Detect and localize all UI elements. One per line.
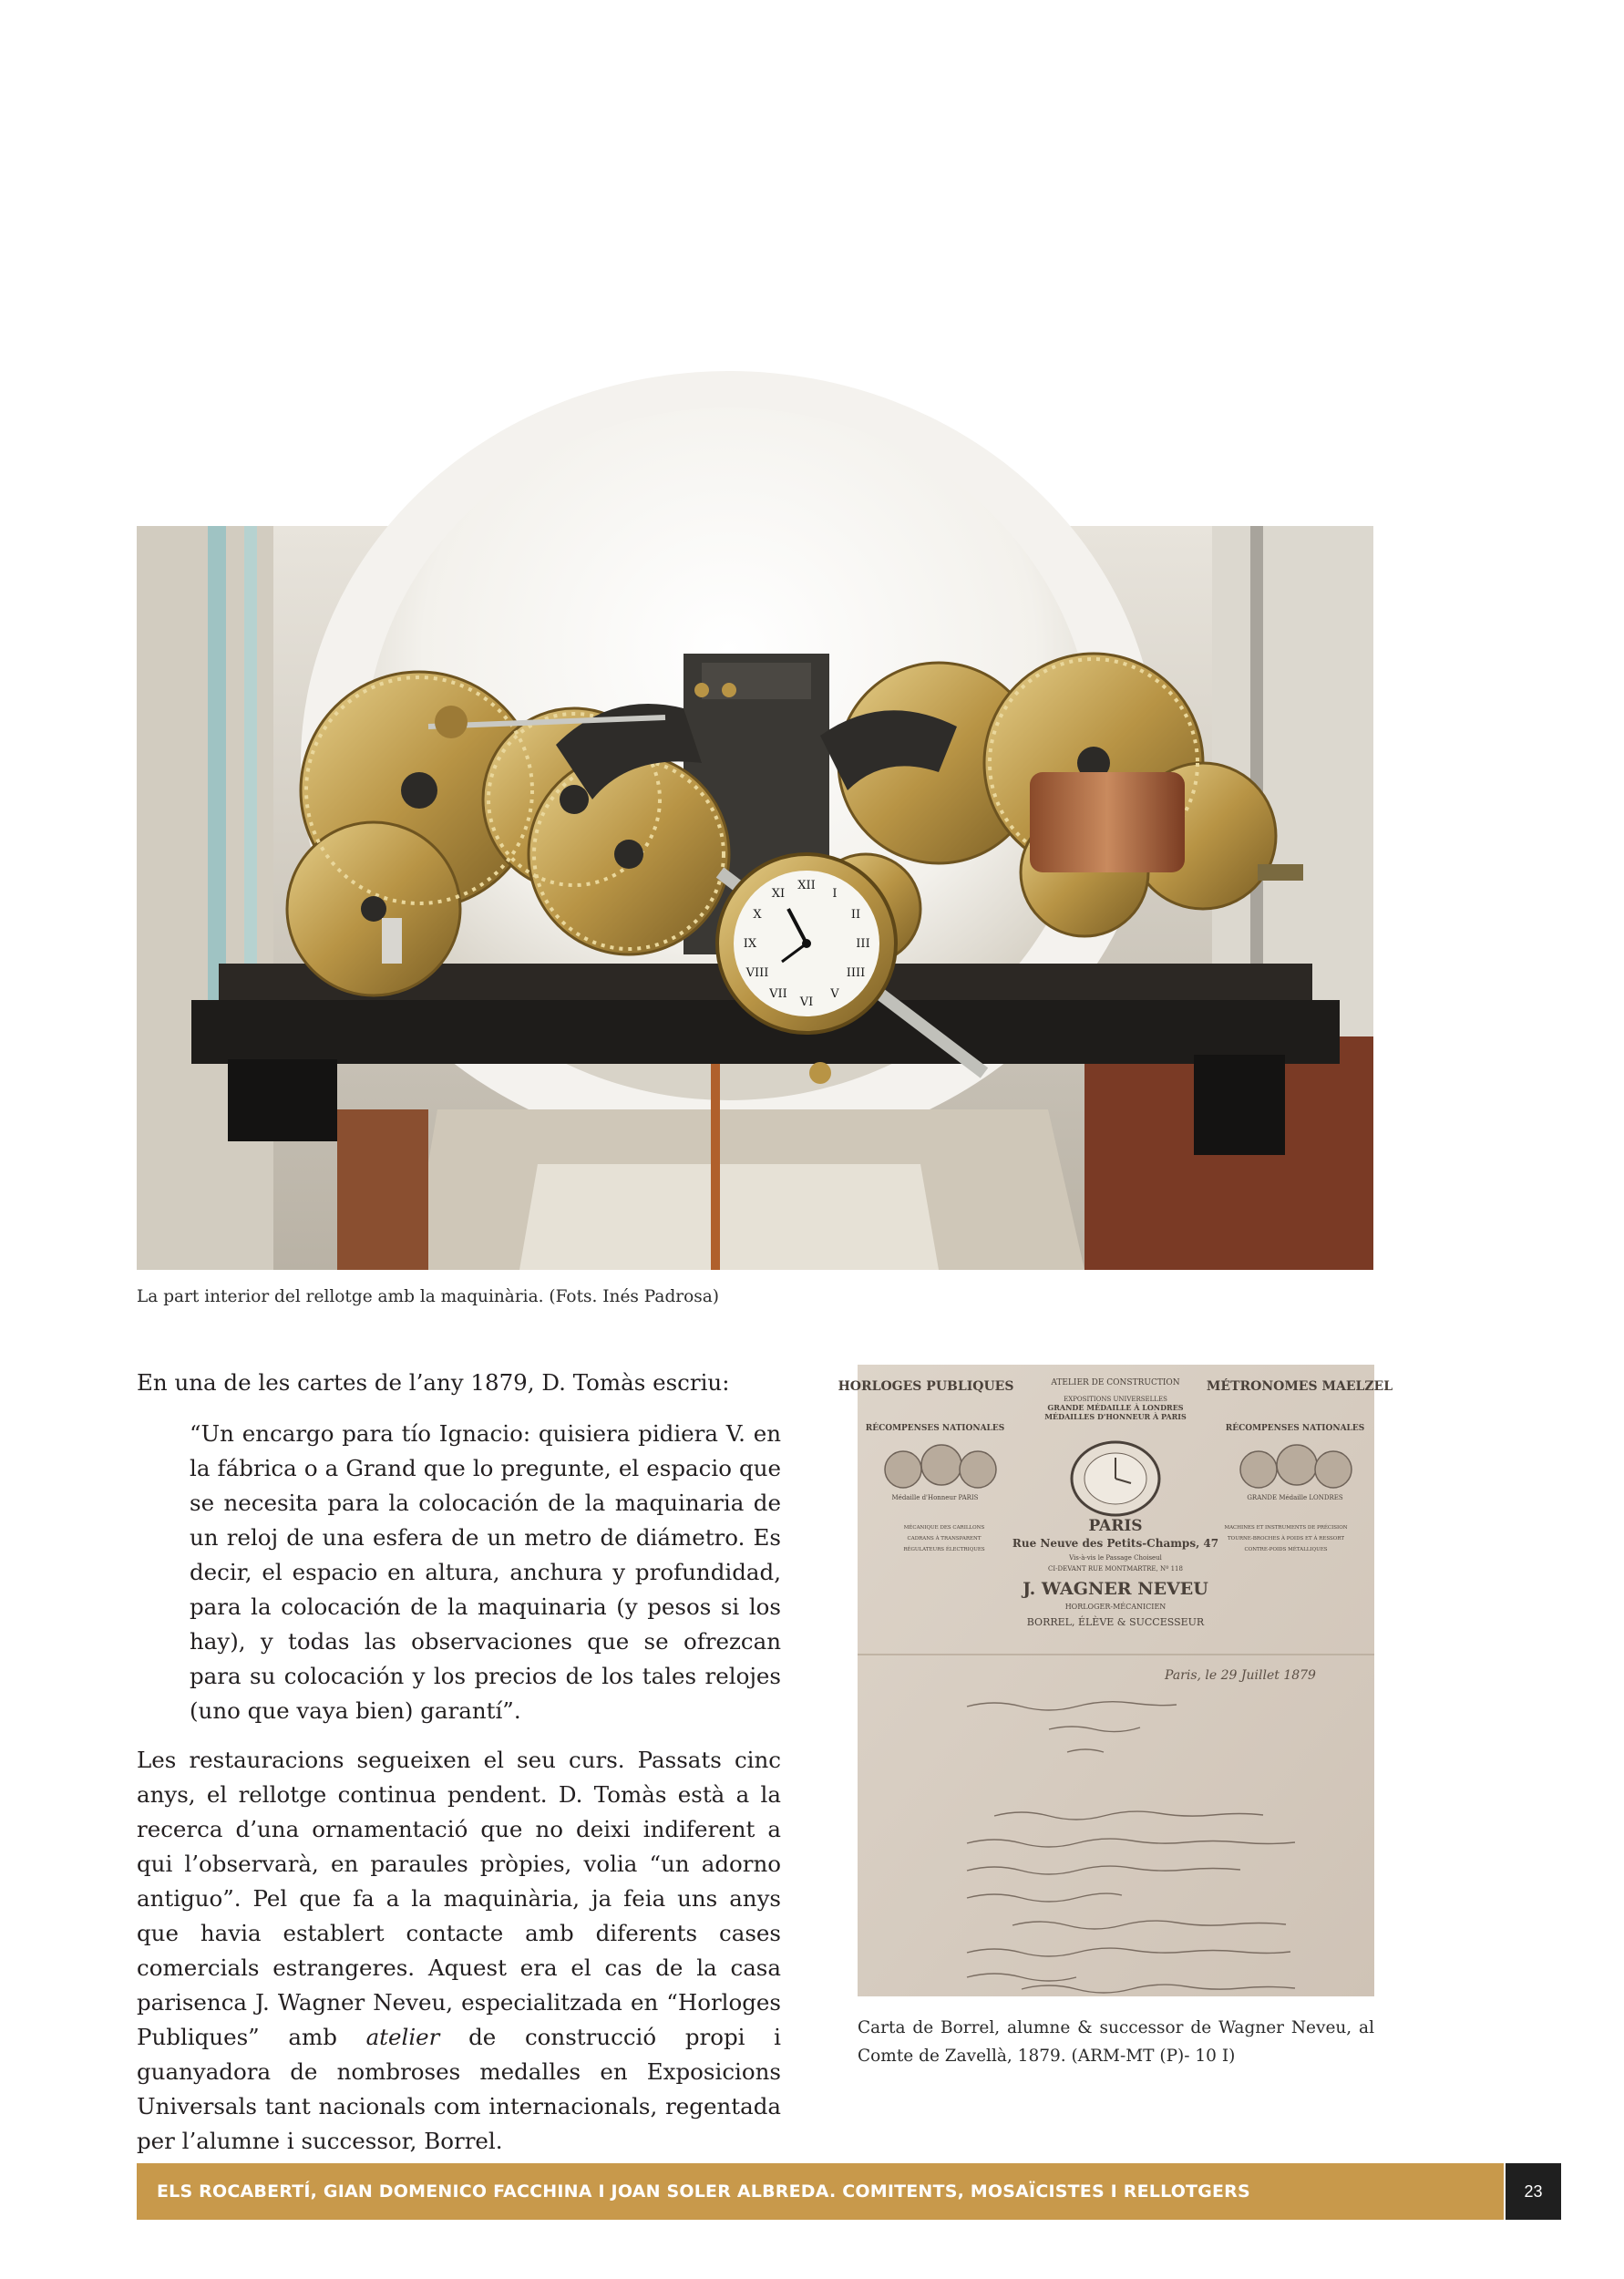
letter-awards-left: RÉCOMPENSES NATIONALES bbox=[865, 1424, 1005, 1433]
letter-maker-role: HORLOGER-MÉCANICIEN bbox=[1064, 1603, 1167, 1611]
letter-medal-left: Médaille d'Honneur PARIS bbox=[891, 1494, 979, 1501]
dial-numeral: IX bbox=[743, 937, 757, 951]
body-text-end: de construcció propi i guanyadora de nombroses medalles en Exposicions Universals tant nacionals com internacionals, regentada per l’alumne i successor, Borrel. bbox=[137, 2024, 781, 2154]
page-number: 23 bbox=[1506, 2163, 1561, 2220]
letter-right-col: CONTRE-POIDS MÉTALLIQUES bbox=[1244, 1547, 1328, 1552]
letter-header-center: ATELIER DE CONSTRUCTION bbox=[1051, 1378, 1180, 1387]
letter-address: Rue Neuve des Petits-Champs, 47 bbox=[1012, 1537, 1219, 1550]
dial-numeral: XI bbox=[771, 887, 786, 901]
body-text-italic: atelier bbox=[365, 2024, 440, 2050]
letter-header-left: HORLOGES PUBLIQUES bbox=[838, 1379, 1014, 1394]
letter-date-line: Paris, le 29 Juillet 1879 bbox=[1165, 1668, 1316, 1683]
running-title: ELS ROCABERTÍ, GIAN DOMENICO FACCHINA I JOAN SOLER ALBREDA. COMITENTS, MOSAÏCISTES I RELLOTGERS bbox=[157, 2181, 1250, 2202]
letter-right-col: TOURNE-BROCHES À POIDS ET À RESSORT bbox=[1228, 1536, 1344, 1542]
photo-caption: La part interior del rellotge amb la maquinària. (Fots. Inés Padrosa) bbox=[137, 1287, 720, 1306]
letter-expo-line1: EXPOSITIONS UNIVERSELLES bbox=[1064, 1396, 1167, 1403]
clock-mechanism-photo bbox=[137, 526, 1373, 1270]
dial-numeral: VIII bbox=[745, 966, 769, 980]
letter-expo-line2: GRANDE MÉDAILLE À LONDRES bbox=[1047, 1403, 1184, 1412]
letter-expo-line3: MÉDAILLES D'HONNEUR À PARIS bbox=[1044, 1412, 1187, 1421]
letter-address-note2: CI-DEVANT RUE MONTMARTRE, Nº 118 bbox=[1048, 1565, 1183, 1573]
dial-numeral: VI bbox=[799, 995, 814, 1009]
footer-bar bbox=[137, 2163, 1504, 2220]
dial-numeral: I bbox=[832, 887, 838, 901]
body-paragraph bbox=[137, 1743, 781, 2159]
quote-paragraph: “Un encargo para tío Ignacio: quisiera pidiera V. en la fábrica o a Grand que lo pregunte, el espacio que se necesita para la colocación de la maquinaria de un reloj de una esfera de un metro de diámetro. Es decir, el espacio en altura, anchura y profundidad, para la colocación de la maquinaria (y pesos si los hay), y todas las observaciones que se ofrezcan para su colocación y los precios de los tales relojes (uno que vaya bien) garantí”. bbox=[190, 1420, 781, 1724]
dial-numeral: II bbox=[850, 908, 861, 922]
letter-city: PARIS bbox=[1088, 1517, 1143, 1535]
dial-numeral: V bbox=[830, 987, 839, 1001]
letter-left-col: CADRANS À TRANSPARENT bbox=[907, 1536, 982, 1542]
letter-scan bbox=[838, 1365, 1393, 1996]
letter-left-col: MÉCANIQUE DES CARILLONS bbox=[903, 1525, 985, 1531]
letter-maker: J. WAGNER NEVEU bbox=[1023, 1579, 1208, 1599]
letter-left-col: RÉGULATEURS ÉLECTRIQUES bbox=[903, 1547, 985, 1552]
wagner-letter-image bbox=[838, 1365, 1393, 1996]
dial-numeral: X bbox=[753, 908, 762, 922]
body-text-column bbox=[137, 1366, 781, 2159]
dial-numeral: III bbox=[856, 937, 870, 951]
letter-right-col: MACHINES ET INSTRUMENTS DE PRÉCISION bbox=[1224, 1525, 1348, 1531]
letter-caption: Carta de Borrel, alumne & successor de Wagner Neveu, al Comte de Zavellà, 1879. (ARM-MT (P)- 10 I) bbox=[858, 2018, 1374, 2066]
clock-mechanism-image bbox=[137, 526, 1373, 1270]
body-text-start: Les restauracions segueixen el seu curs. Passats cinc anys, el rellotge continua pendent. D. Tomàs està a la recerca d’una ornamentació que no deixi indiferent a qui l’observarà, en paraules pròpies, volia “un adorno antiguo”. Pel que fa a la maquinària, ja feia uns anys que havia establert contacte amb diferents cases comercials estrangeres. Aquest era el cas de la casa parisenca J. Wagner Neveu, especialitzada en “Horloges Publiques” amb bbox=[137, 1747, 781, 2050]
letter-header-right: MÉTRONOMES MAELZEL bbox=[1206, 1379, 1393, 1394]
letter-successor: BORREL, ÉLÈVE & SUCCESSEUR bbox=[1026, 1616, 1205, 1628]
letter-address-note: Vis-à-vis le Passage Choiseul bbox=[1069, 1554, 1162, 1562]
dial-numeral: VII bbox=[769, 987, 787, 1001]
dial-numeral: XII bbox=[797, 879, 816, 892]
dial-numeral: IIII bbox=[846, 966, 866, 980]
letter-medal-right: GRANDE Médaille LONDRES bbox=[1247, 1494, 1343, 1501]
intro-paragraph: En una de les cartes de l’any 1879, D. Tomàs escriu: bbox=[137, 1369, 730, 1396]
letter-awards-right: RÉCOMPENSES NATIONALES bbox=[1225, 1424, 1365, 1433]
